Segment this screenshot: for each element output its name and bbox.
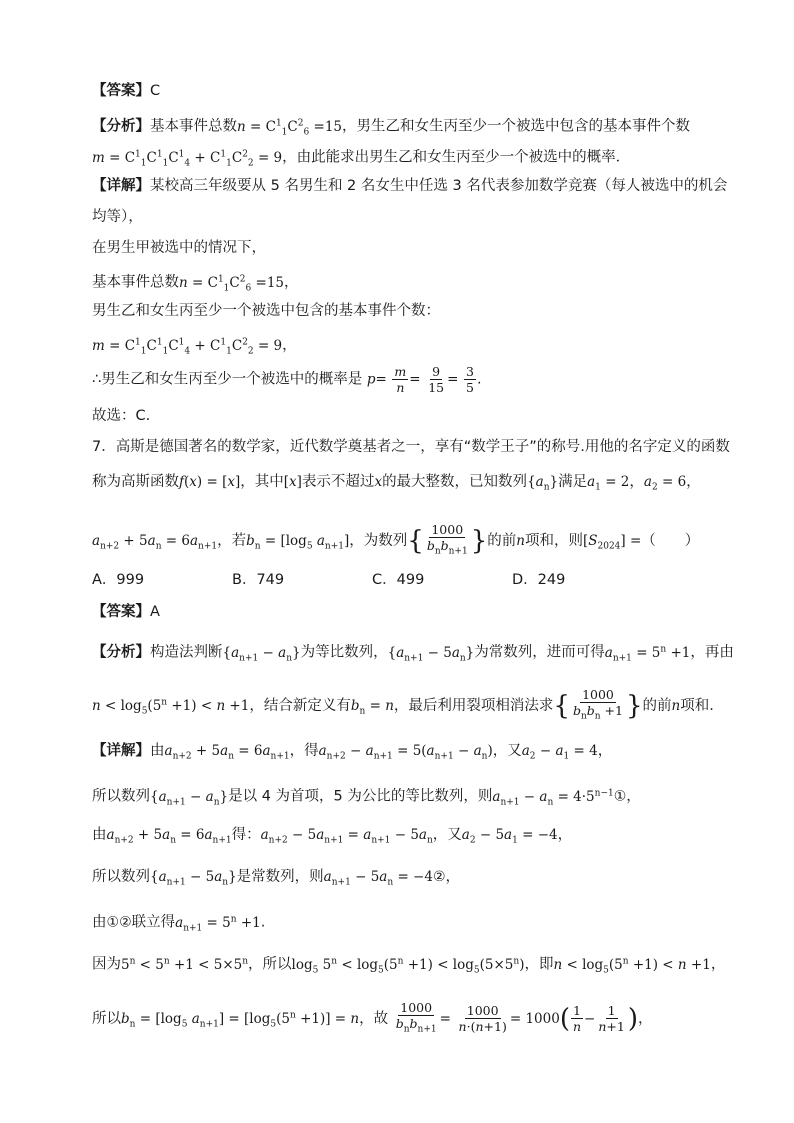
q7-detail-line-2: 所以数列$\{a_{n+1} - a_n\}$是以 4 为首项，5 为公比的等比数列，则$a_{n+1} - a_n$ = $4\cdot 5^{n-1}①$， xyxy=(92,788,641,808)
formula: $a_{n+1} - 5a_n = -4$ xyxy=(323,869,433,888)
q7-detail-line-7: 所以$b_n = [\log_5$ $a_{n+1}] = [\log_5(5^n +1)] = n$，故 $\frac{1000}{b_nb_{n+1}}$ = $\frac{1000}{n\cdot(n+1)}$ = 1000( $\frac{1}{n}$ − $\frac{1}{n+1}$ )， xyxy=(92,1000,754,1039)
formula: $[S_{2024}]$ = xyxy=(582,532,642,552)
formula: [x] xyxy=(283,474,302,490)
q7-detail-line-3: 由$a_{n+2} + 5a_n = 6a_{n+1}$得：$a_{n+2} - 5a_{n+1} = a_{n+1} - 5a_n$，又$a_2 - 5a_1 = -4$， xyxy=(92,827,573,846)
q7-detail-line-5: 由①②联立得$a_{n+1} = 5^n +1$. xyxy=(92,914,266,934)
text: ，男生乙和女生丙至少一个被选中包含的基本事件个数 xyxy=(342,118,690,135)
q7-analysis-line-1 xyxy=(92,639,754,668)
formula: $\{a_{n+1} - 5a_n\}$ xyxy=(387,644,475,664)
text: 所以数列 xyxy=(92,869,150,885)
formula: $5^n < 5^n +1 < 5\times 5^n$ xyxy=(121,956,249,973)
formula: p xyxy=(366,371,376,388)
text: ，其中 xyxy=(240,474,284,490)
text: 基本事件总数 xyxy=(92,274,179,291)
text: 是以 4 为首项，5 为公比的等比数列，则 xyxy=(228,788,493,805)
q7-detail-line-4: 所以数列$\{a_{n+1} - 5a_n\}$是常数列，则$a_{n+1} - 5a_n$ = −4②， xyxy=(92,869,461,888)
formula: $a_2 - a_1 = 4$ xyxy=(521,743,598,762)
fraction: $\frac{1}{n+1}$ xyxy=(598,1003,625,1035)
text: 所以 xyxy=(92,1010,121,1027)
formula: $a_{n+2} - 5a_{n+1} = a_{n+1} - 5a_n$ xyxy=(260,827,433,846)
text: 在男生甲被选中的情况下， xyxy=(92,240,266,256)
option-a[interactable]: A．999 xyxy=(92,572,145,588)
detail-tag: 【详解】 xyxy=(92,743,150,759)
analysis-tag: 【分析】 xyxy=(92,118,150,135)
formula: $b_n = n$ xyxy=(350,697,394,717)
text: ，结合新定义有 xyxy=(249,697,351,714)
formula: $n = C^1_1C^2_6 =15$ xyxy=(179,274,284,294)
formula: $a_{n+2} + 5a_n = 6a_{n+1}$ xyxy=(164,743,290,762)
text: ，又 xyxy=(492,743,522,759)
text: 基本事件总数 xyxy=(150,118,237,135)
formula: f(x) = [x] xyxy=(179,474,241,490)
formula: $\{a_{n+1} - 5a_n\}$ xyxy=(150,869,237,888)
formula: $a_{n+2} - a_{n+1} = 5(a_{n+1} - a_n)$ xyxy=(318,743,493,762)
text: 某校高三年级要从 5 名男生和 2 名女生中任选 3 名代表参加数学竞赛（每人被选中的机会 xyxy=(150,178,728,194)
fraction: $\frac{1}{n}$ xyxy=(572,1003,582,1035)
text: ，由此能求出男生乙和女生丙至少一个被选中的概率． xyxy=(282,149,631,166)
text: 满足 xyxy=(558,474,588,490)
circled-2-icon: ② xyxy=(432,869,446,885)
formula: $m = C^1_1C^1_1C^1_4 + C^1_1C^2_2 = 9$ xyxy=(92,337,283,357)
formula: $b_n = [\log_5$ $a_{n+1}] = [\log_5(5^n +1)] = n$ xyxy=(121,1010,360,1030)
q7-stem-line-1 xyxy=(92,437,754,457)
text: 称为高斯函数 xyxy=(92,474,179,490)
answer-tag: 【答案】 xyxy=(92,83,150,99)
option-c[interactable]: C．499 xyxy=(372,572,425,588)
formula: $a_1 = 2$ xyxy=(587,474,630,493)
q6-detail-line-4: 基本事件总数$n = C^1_1C^2_6 =15$， xyxy=(92,274,299,294)
answer-value: C xyxy=(150,83,161,99)
fraction: $\frac{3}{5}$ xyxy=(466,364,474,395)
text: 由 xyxy=(92,914,107,931)
option-b[interactable]: B．749 xyxy=(232,572,285,588)
formula: x xyxy=(374,474,383,490)
text: 是常数列，则 xyxy=(236,869,324,885)
formula: $a_2 = 6$ xyxy=(643,474,687,493)
formula: $\log_5 5^n < \log_5(5^n +1) < \log_5(5\times 5^n)$ xyxy=(291,956,525,976)
formula: $a_{n+1} = 5^n +1$ xyxy=(175,914,261,934)
circled-2-icon: ② xyxy=(119,914,132,931)
fraction: $\frac{1000}{b_nb_{n+1}}$ xyxy=(426,522,468,557)
formula: $n < \log_5(5^n +1) < n +1$ xyxy=(553,956,711,976)
text: 构造法判断 xyxy=(150,644,223,661)
text: ，故 xyxy=(359,1010,389,1027)
formula: $a_{n+1} = 5^n +1$ xyxy=(604,644,691,664)
text: 故选：C. xyxy=(92,408,151,424)
formula: $a_2 - 5a_1 = -4$ xyxy=(461,827,558,846)
formula: $\{a_{n+1} - a_n\}$ xyxy=(150,788,229,808)
text: 7．高斯是德国著名的数学家，近代数学奠基者之一，享有“数学王子”的称号.用他的名字定义的函数 xyxy=(92,439,730,455)
q7-detail-line-1: 【详解】由$a_{n+2} + 5a_n = 6a_{n+1}$，得$a_{n+2} - a_{n+1} = 5(a_{n+1} - a_n)$，又$a_2 - a_1 = 4$， xyxy=(92,743,613,762)
text: 的最大整数，已知数列 xyxy=(382,474,528,490)
text: 由 xyxy=(150,743,165,759)
q6-analysis-line-1 xyxy=(92,113,754,142)
formula: $a_{n+2} + 5a_n = 6a_{n+1}$ xyxy=(106,827,232,846)
q6-detail-line-2 xyxy=(92,207,754,227)
text: 所以数列 xyxy=(92,788,150,805)
q7-analysis-line-2: $n < \log_5(5^n +1) < n +1$，结合新定义有$b_n = n$，最后利用裂项相消法求{ $\frac{1000}{b_nb_n +1}$ }的前n项和. xyxy=(92,687,754,725)
q6-detail-line-3 xyxy=(92,238,754,258)
q7-detail-line-6: 因为$5^n < 5^n +1 < 5\times 5^n$，所以$\log_5 5^n < \log_5(5^n +1) < \log_5(5\times 5^n)$，即$n < \log_5(5^n +1) < n +1$， xyxy=(92,956,726,976)
circled-1-icon: ① xyxy=(613,788,627,805)
text: ，所以 xyxy=(248,956,292,973)
text: ，即 xyxy=(524,956,554,973)
text: 的前 xyxy=(487,532,517,549)
text: 为等比数列， xyxy=(300,644,388,661)
text: 联立得 xyxy=(131,914,176,931)
q7-options xyxy=(92,570,754,590)
q6-analysis-line-2 xyxy=(92,144,754,173)
formula: $b_n = [\log_5$ $a_{n+1}$] xyxy=(246,532,350,552)
q6-detail-line-6: $m = C^1_1C^1_1C^1_4 + C^1_1C^2_2 = 9$， xyxy=(92,337,297,357)
text: 因为 xyxy=(92,956,121,973)
text: （ ） xyxy=(641,532,700,549)
q6-detail-line-7: ∴男生乙和女生丙至少一个被选中的概率是 p= $\frac{m}{n}$ = $\frac{9}{15}$ = $\frac{3}{5}$ . xyxy=(92,364,482,395)
q6-answer-line xyxy=(92,81,754,101)
text: ，若 xyxy=(217,532,247,549)
text: 表示不超过 xyxy=(301,474,375,490)
text: ，又 xyxy=(432,827,462,843)
text: 男生乙和女生丙至少一个被选中包含的基本事件个数： xyxy=(92,303,440,319)
answer-value: A xyxy=(150,604,160,620)
q6-conclusion xyxy=(92,406,754,426)
fraction: $\frac{1000}{b_nb_{n+1}}$ xyxy=(395,1000,437,1035)
analysis-tag: 【分析】 xyxy=(92,644,150,661)
formula: $n = C^1_1C^2_6 =15$ xyxy=(237,118,342,138)
formula: $\{a_{n+1} - a_n\}$ xyxy=(222,644,301,664)
text: ，再由 xyxy=(690,644,734,661)
text: 项和，则 xyxy=(524,532,583,549)
text: 项和. xyxy=(680,697,714,714)
formula: $\{a_n\}$ xyxy=(527,474,559,493)
text: 的前 xyxy=(642,697,672,714)
formula: $a_{n+2} + 5a_n = 6a_{n+1}$ xyxy=(92,532,218,552)
q7-answer-line xyxy=(92,602,754,622)
fraction: $\frac{1000}{n\cdot(n+1)}$ xyxy=(458,1003,507,1035)
therefore: ∴ xyxy=(92,371,102,388)
text: ，最后利用裂项相消法求 xyxy=(393,697,554,714)
fraction: $\frac{m}{n}$ xyxy=(394,364,407,395)
formula: $a_{n+1} - a_n = 4\cdot 5^{n-1}$ xyxy=(492,788,614,808)
detail-tag: 【详解】 xyxy=(92,178,150,194)
fraction: $\frac{1000}{b_nb_n +1}$ xyxy=(572,687,623,722)
text: 得： xyxy=(231,827,261,843)
formula: $n < \log_5(5^n +1) < n +1$ xyxy=(92,697,250,717)
text: 由 xyxy=(92,827,107,843)
circled-1-icon: ① xyxy=(106,914,120,931)
formula: $m = C^1_1C^1_1C^1_4 + C^1_1C^2_2 = 9$ xyxy=(92,149,283,169)
answer-tag: 【答案】 xyxy=(92,604,150,620)
text: 为常数列，进而可得 xyxy=(474,644,605,661)
text: 均等）， xyxy=(92,209,143,225)
q6-detail-line-5 xyxy=(92,301,754,321)
q6-detail-line-1 xyxy=(92,176,754,196)
fraction: $\frac{9}{15}$ xyxy=(428,364,445,395)
text: 男生乙和女生丙至少一个被选中的概率是 xyxy=(101,371,363,388)
q7-stem-line-2: 称为高斯函数f(x) = [x]，其中[x]表示不超过x的最大整数，已知数列$\{a_n\}$满足$a_1 = 2$，$a_2 = 6$， xyxy=(92,474,701,493)
text: ，得 xyxy=(289,743,319,759)
option-d[interactable]: D．249 xyxy=(512,572,566,588)
text: ，为数列 xyxy=(349,532,408,549)
q7-stem-line-3: $a_{n+2} + 5a_n = 6a_{n+1}$，若$b_n = [\log_5$ $a_{n+1}$]，为数列{ $\frac{1000}{b_nb_{n+1}}$ }的前n项和，则$[S_{2024}]$ =（ ） xyxy=(92,522,754,560)
